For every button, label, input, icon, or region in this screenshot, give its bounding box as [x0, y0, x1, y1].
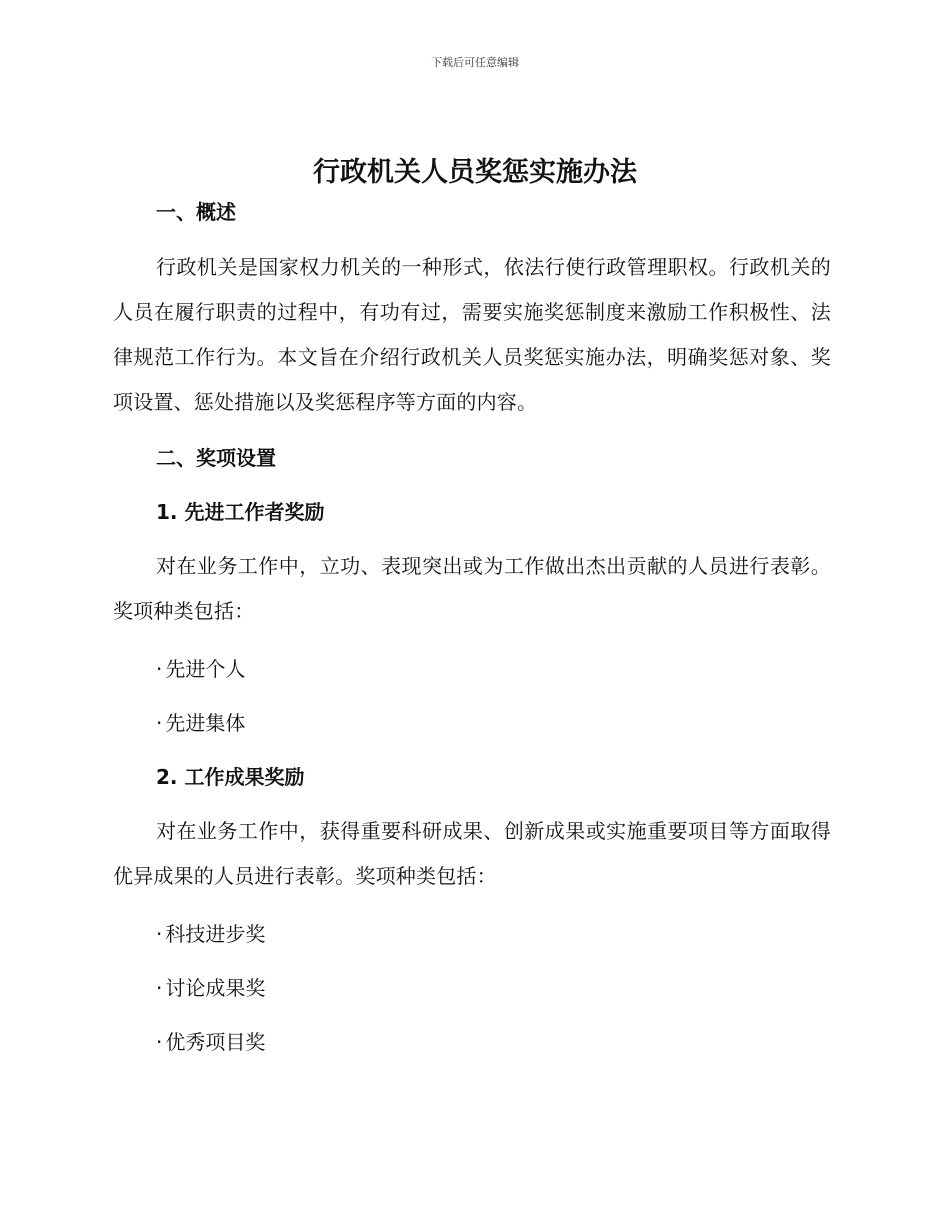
- overview-paragraph: 行政机关是国家权力机关的一种形式，依法行使行政管理职权。行政机关的人员在履行职责的过程中，有功有过，需要实施奖惩制度来激励工作积极性、法律规范工作行为。本文旨在介绍行政机关人员奖惩实施办法，明确奖惩对象、奖项设置、惩处措施以及奖惩程序等方面的内容。: [113, 255, 831, 414]
- list-item-label: 先进集体: [165, 711, 246, 735]
- bullet-icon: ·: [156, 922, 163, 946]
- bullet-icon: ·: [156, 711, 163, 735]
- list-item-label: 科技进步奖: [165, 922, 266, 946]
- section-heading-awards: 二、奖项设置: [156, 446, 276, 470]
- list-item: [113, 707, 831, 739]
- list-item-label: 优秀项目奖: [165, 1030, 266, 1054]
- subsection-heading-advanced-worker: 1. 先进工作者奖励: [156, 500, 325, 524]
- document-body: [113, 196, 831, 1058]
- section-heading-overview: 一、概述: [156, 200, 236, 224]
- bullet-icon: ·: [156, 657, 163, 681]
- document-title: 行政机关人员奖惩实施办法: [313, 157, 637, 188]
- bullet-icon: ·: [156, 976, 163, 1000]
- list-item-label: 讨论成果奖: [165, 976, 266, 1000]
- advanced-worker-paragraph: 对在业务工作中，立功、表现突出或为工作做出杰出贡献的人员进行表彰。奖项种类包括：: [113, 554, 831, 623]
- list-item: [113, 972, 831, 1004]
- bullet-icon: ·: [156, 1030, 163, 1054]
- page-header-note: 下载后可任意编辑: [431, 56, 519, 69]
- subsection-heading-work-results: 2. 工作成果奖励: [156, 765, 305, 789]
- list-item: [113, 918, 831, 950]
- work-results-paragraph: 对在业务工作中，获得重要科研成果、创新成果或实施重要项目等方面取得优异成果的人员进行表彰。奖项种类包括：: [113, 819, 831, 888]
- list-item-label: 先进个人: [165, 657, 246, 681]
- list-item: [113, 653, 831, 685]
- list-item: [113, 1026, 831, 1058]
